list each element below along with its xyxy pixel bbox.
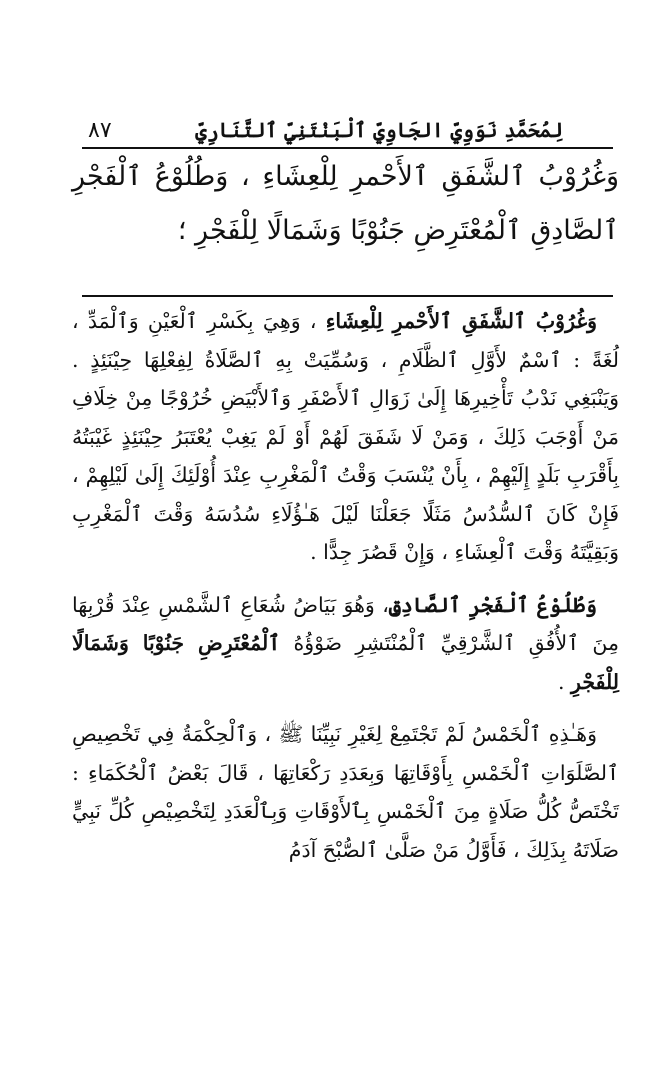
running-title: لِمُحَمَّدِ نَوَوِيِّ الجَاوِيِّ ٱلْبَنْتَنِيِّ ٱلتَّنَارِيِّ	[195, 118, 563, 142]
commentary-keyword: ٱلْمُعْتَرِضِ جَنُوْبًا وَشَمَالًا لِلْفَجْرِ	[72, 631, 619, 694]
matn-divider	[82, 295, 613, 297]
commentary-text: وَهَـٰذِهِ ٱلْخَمْسُ لَمْ تَجْتَمِعْ لِغَيْرِ نَبِيِّنَا ﷺ ، وَٱلْحِكْمَةُ فِي تَخْصِيصِ ٱلصَّلَوَاتِ ٱلْخَمْسِ بِأَوْقَاتِهَا وَبِعَدَدِ رَكْعَاتِهَا ، قَالَ بَعْضُ ٱلْحُكَمَاءِ : تَخْتَصُّ كُلُّ صَلَاةٍ مِنَ ٱلْخَمْسِ بِٱلأَوْقَاتِ وَبِٱلْعَدَدِ لِتَخْصِيْصِ كُلِّ نَبِيٍّ صَلَاتَهُ بِذَلِكَ ، فَأَوَّلُ مَنْ صَلَّىٰ ٱلصُّبْحَ آدَمُ	[72, 722, 619, 862]
commentary	[72, 302, 619, 869]
matn-text: وَغُرُوْبُ ٱلشَّفَقِ ٱلأَحْمرِ لِلْعِشَاءِ ، وَطُلُوْعُ ٱلْفَجْرِ ٱلصَّادِقِ ٱلْمُعْتَرِضِ جَنُوْبًا وَشَمَالًا لِلْفَجْرِ ؛	[72, 161, 619, 246]
commentary-paragraph-1	[72, 302, 619, 572]
page-number: ٨٧	[88, 117, 112, 143]
commentary-keyword: وَطُلُوْعُ ٱلْفَجْرِ ٱلصَّادِقِ	[388, 592, 597, 617]
page-header	[88, 110, 563, 150]
commentary-paragraph-3	[72, 715, 619, 869]
commentary-text: ، وَهُوَ بَيَاضُ شُعَاعِ ٱلشَّمْسِ عِنْدَ قُرْبِهَا مِنَ ٱلأُفُقِ ٱلشَّرْقِيِّ ٱلْمُنْتَشِرِ ضَوْؤُهُ	[72, 592, 619, 655]
commentary-paragraph-2	[72, 586, 619, 702]
header-rule	[82, 147, 613, 149]
commentary-text: ، وَهِيَ بِكَسْرِ ٱلْعَيْنِ وَٱلْمَدِّ ، لُغَةً : ٱسْمٌ لأَوَّلِ ٱلظَّلَامِ ، وَسُمِّيَتْ بِهِ ٱلصَّلَاةُ لِفِعْلِهَا حِيْنَئِذٍ . وَيَنْبَغِي نَدْبُ تَأْخِيرِهَا إِلَىٰ زَوَالِ ٱلأَصْفَرِ وَٱلأَبْيَضِ خُرُوْجًا مِنْ خِلَافِ مَنْ أَوْجَبَ ذَلِكَ ، وَمَنْ لَا شَفَقَ لَهُمْ أَوْ لَمْ يَغِبْ يُعْتَبَرُ حِيْنَئِذٍ غَيْبَتُهُ بِأَقْرَبِ بَلَدٍ إِلَيْهِمْ ، بِأَنْ يُنْسَبَ وَقْتُ ٱلْمَغْرِبِ عِنْدَ أُوْلَئِكَ إِلَىٰ لَيْلِهِمْ ، فَإِنْ كَانَ ٱلسُّدُسُ مَثَلًا جَعَلْنَا لَيْلَ هَـٰؤُلَاءِ سُدُسَهُ وَقْتَ ٱلْمَغْرِبِ وَبَقِيَّتَهُ وَقْتَ ٱلْعِشَاءِ ، وَإِنْ قَصُرَ جِدًّا .	[72, 309, 619, 564]
commentary-keyword: وَغُرُوْبُ ٱلشَّفَقِ ٱلأَحْمرِ لِلْعِشَاءِ	[325, 309, 598, 333]
commentary-text: .	[558, 669, 572, 694]
